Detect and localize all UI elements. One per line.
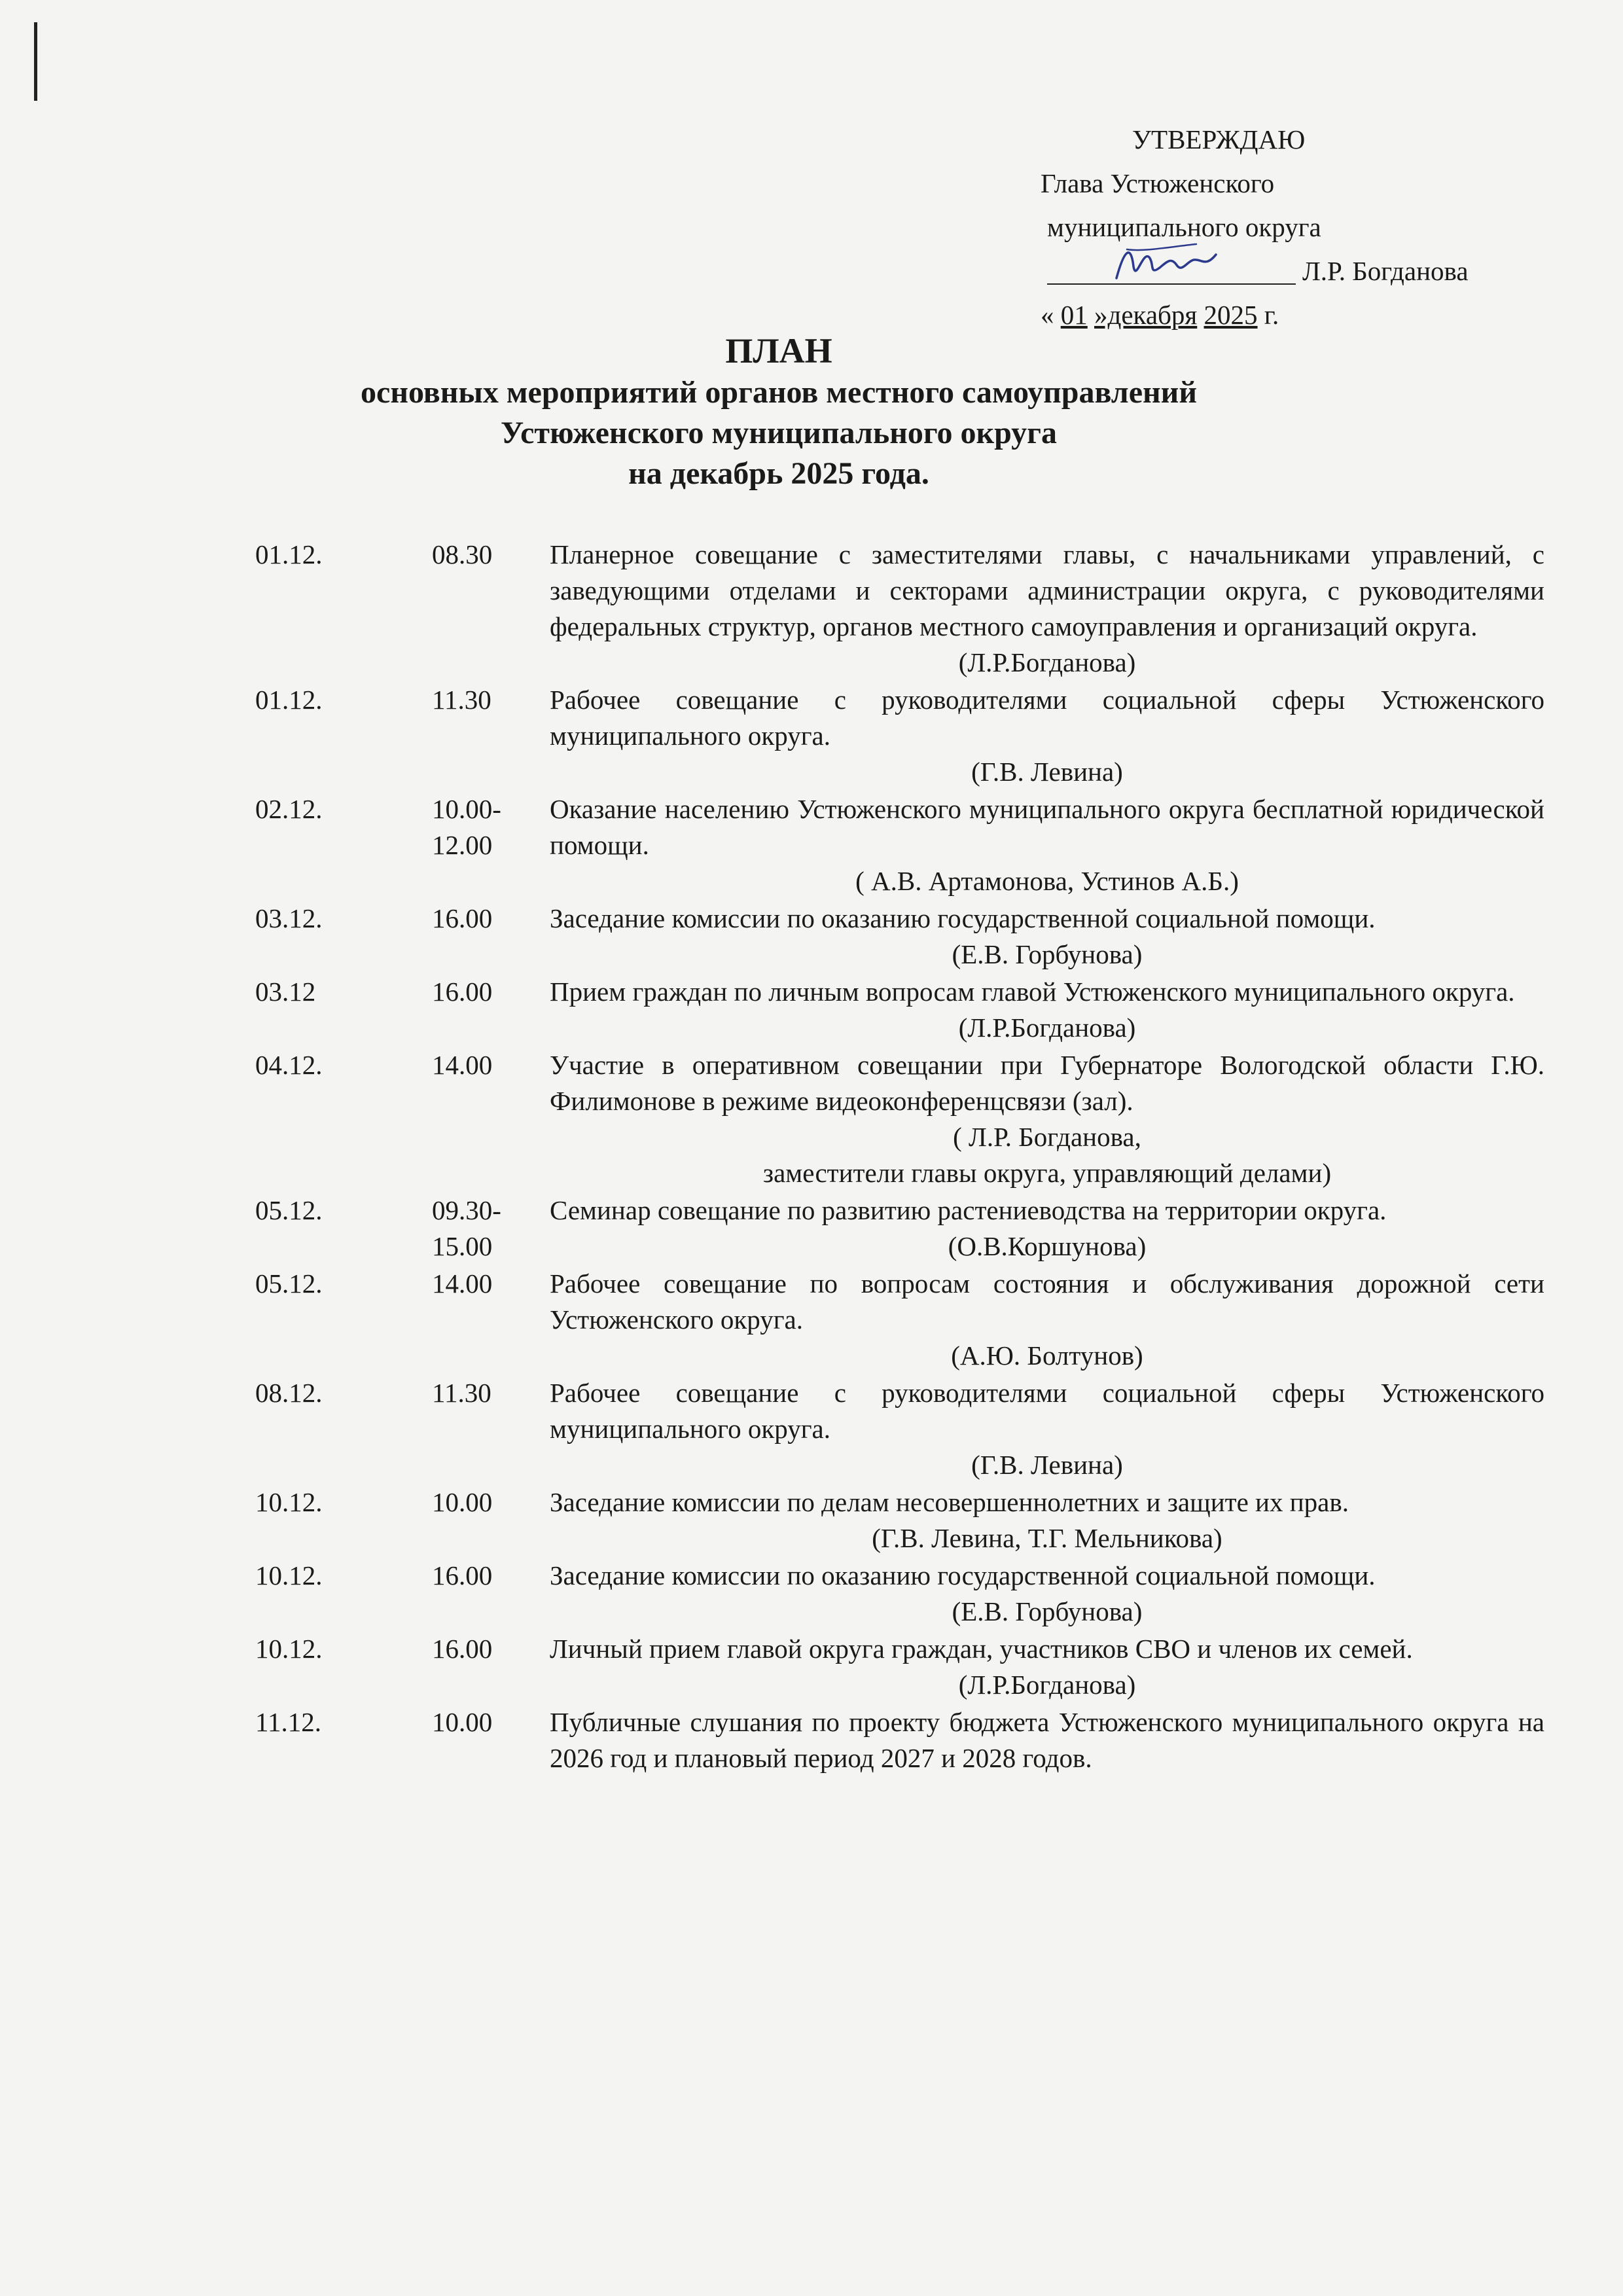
event-date: 05.12. <box>255 1268 323 1299</box>
event-responsible-line2: заместители главы округа, управляющий делами) <box>762 1158 1332 1188</box>
event-time: 11.30 <box>432 685 491 715</box>
event-description: Рабочее совещание с руководителями социальной сферы Устюженского муниципального округа. <box>550 685 1544 751</box>
event-description: Участие в оперативном совещании при Губернаторе Вологодской области Г.Ю. Филимонове в режиме видеоконференцсвязи (зал). <box>550 1050 1544 1116</box>
approval-position-line1: Глава Устюженского <box>1041 168 1275 198</box>
event-time: 10.00-12.00 <box>432 794 501 860</box>
event-time: 10.00 <box>432 1707 493 1737</box>
event-date: 10.12. <box>255 1634 323 1664</box>
event-time: 16.00 <box>432 1560 493 1590</box>
event-row <box>255 974 1544 1046</box>
event-responsible: (Л.Р.Богданова) <box>958 1670 1136 1700</box>
event-time: 11.30 <box>432 1378 491 1408</box>
event-responsible: (Е.В. Горбунова) <box>952 939 1143 969</box>
event-body <box>550 682 1544 790</box>
event-row <box>255 1047 1544 1191</box>
event-time: 10.00 <box>432 1487 493 1517</box>
event-body <box>550 901 1544 973</box>
event-responsible: (А.Ю. Болтунов) <box>951 1340 1143 1371</box>
handwritten-signature <box>1111 238 1222 290</box>
date-day: 01 <box>1060 300 1088 330</box>
event-description: Заседание комиссии по делам несовершеннолетних и защите их прав. <box>550 1487 1349 1517</box>
event-responsible: (О.В.Коршунова) <box>948 1231 1147 1261</box>
event-body <box>550 1704 1544 1776</box>
event-body <box>550 974 1544 1046</box>
subtitle-line1: основных мероприятий органов местного самоуправлений <box>361 375 1197 410</box>
event-body <box>550 791 1544 899</box>
event-date: 01.12. <box>255 685 323 715</box>
event-date: 10.12. <box>255 1487 323 1517</box>
event-time: 16.00 <box>432 1634 493 1664</box>
event-body <box>550 1266 1544 1374</box>
event-responsible: ( Л.Р. Богданова, <box>953 1122 1141 1152</box>
event-time: 08.30 <box>432 539 493 569</box>
event-row <box>255 682 1544 790</box>
event-row <box>255 791 1544 899</box>
event-description: Личный прием главой округа граждан, участников СВО и членов их семей. <box>550 1634 1413 1664</box>
event-date: 08.12. <box>255 1378 323 1408</box>
event-row <box>255 1375 1544 1483</box>
event-responsible: (Г.В. Левина) <box>971 757 1123 787</box>
event-date: 05.12. <box>255 1195 323 1225</box>
event-date: 03.12 <box>255 977 316 1007</box>
date-suffix: г. <box>1264 300 1279 330</box>
event-date: 02.12. <box>255 794 323 824</box>
event-description: Оказание населению Устюженского муниципального округа бесплатной юридической помощи. <box>550 794 1544 860</box>
approval-block <box>1041 118 1564 337</box>
event-date: 03.12. <box>255 903 323 933</box>
event-body <box>550 1558 1544 1630</box>
event-date: 10.12. <box>255 1560 323 1590</box>
event-row <box>255 1704 1544 1776</box>
event-description: Прием граждан по личным вопросам главой Устюженского муниципального округа. <box>550 977 1515 1007</box>
signature-row <box>1041 249 1564 293</box>
event-description: Планерное совещание с заместителями главы, с начальниками управлений, с заведующими отделами и секторами администрации округа, с руководителями федеральных структур, органов местного самоуправления и организаций округа. <box>550 539 1544 641</box>
event-body <box>550 1631 1544 1703</box>
event-body <box>550 1047 1544 1191</box>
event-body <box>550 1375 1544 1483</box>
event-time: 09.30-15.00 <box>432 1195 501 1261</box>
event-row <box>255 1193 1544 1265</box>
event-body <box>550 537 1544 681</box>
event-responsible: (Г.В. Левина, Т.Г. Мельникова) <box>872 1523 1222 1553</box>
subtitle-line2: Устюженского муниципального округа <box>501 416 1057 450</box>
approval-position-line2: муниципального округа <box>1047 212 1321 242</box>
event-time: 14.00 <box>432 1050 493 1080</box>
event-time: 16.00 <box>432 903 493 933</box>
event-row <box>255 537 1544 681</box>
event-date: 04.12. <box>255 1050 323 1080</box>
date-month: »декабря <box>1094 300 1198 330</box>
subtitle-line3: на декабрь 2025 года. <box>628 456 929 491</box>
event-row <box>255 1631 1544 1703</box>
event-row <box>255 1484 1544 1556</box>
date-open-quote: « <box>1041 300 1054 330</box>
document-title-block <box>301 331 1257 494</box>
event-description: Заседание комиссии по оказанию государственной социальной помощи. <box>550 1560 1376 1590</box>
event-body <box>550 1484 1544 1556</box>
event-responsible: ( А.В. Артамонова, Устинов А.Б.) <box>855 866 1239 896</box>
event-row <box>255 901 1544 973</box>
event-description: Рабочее совещание с руководителями социальной сферы Устюженского муниципального округа. <box>550 1378 1544 1444</box>
event-time: 14.00 <box>432 1268 493 1299</box>
event-body <box>550 1193 1544 1265</box>
date-year: 2025 <box>1204 300 1258 330</box>
event-date: 01.12. <box>255 539 323 569</box>
event-description: Заседание комиссии по оказанию государственной социальной помощи. <box>550 903 1376 933</box>
page-title: ПЛАН <box>725 331 832 370</box>
event-responsible: (Г.В. Левина) <box>971 1450 1123 1480</box>
event-description: Семинар совещание по развитию растениеводства на территории округа. <box>550 1195 1387 1225</box>
event-responsible: (Л.Р.Богданова) <box>958 1013 1136 1043</box>
event-description: Рабочее совещание по вопросам состояния и обслуживания дорожной сети Устюженского округа. <box>550 1268 1544 1335</box>
event-row <box>255 1558 1544 1630</box>
signer-name: Л.Р. Богданова <box>1302 256 1469 286</box>
event-date: 11.12. <box>255 1707 321 1737</box>
scan-edge-mark <box>34 22 37 101</box>
event-time: 16.00 <box>432 977 493 1007</box>
event-responsible: (Л.Р.Богданова) <box>958 647 1136 677</box>
event-row <box>255 1266 1544 1374</box>
event-list <box>255 537 1544 1778</box>
event-responsible: (Е.В. Горбунова) <box>952 1596 1143 1626</box>
event-description: Публичные слушания по проекту бюджета Устюженского муниципального округа на 2026 год и плановый период 2027 и 2028 годов. <box>550 1707 1544 1773</box>
approval-heading: УТВЕРЖДАЮ <box>1132 124 1306 154</box>
